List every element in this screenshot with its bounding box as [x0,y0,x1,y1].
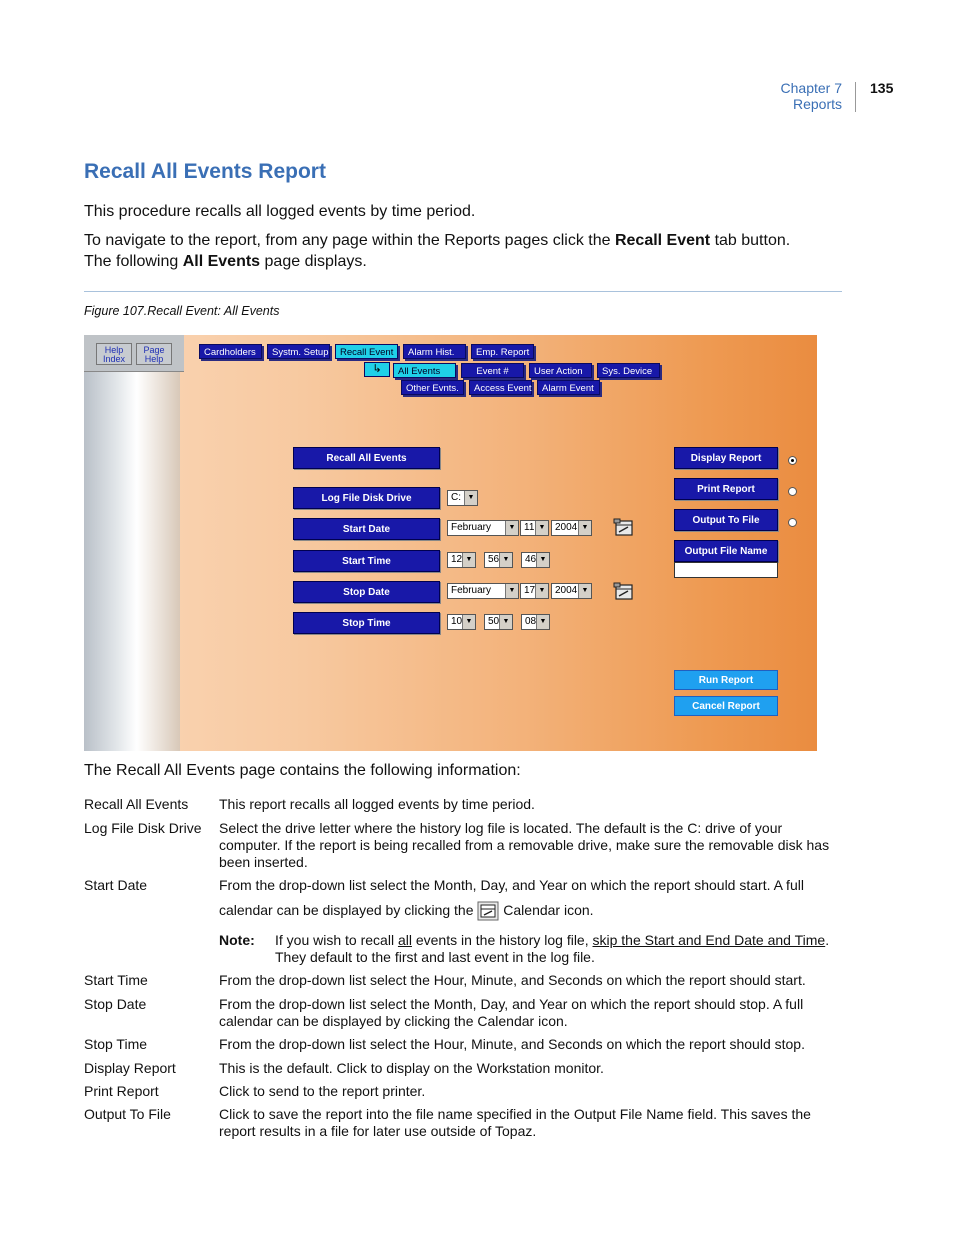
def-text: Select the drive letter where the history log file is located. The default is the C: drive of your computer. If the report is being recalled from a removable drive, make sure the removable disk has been inserted. [219,820,830,870]
stop-second-select[interactable]: 08 ▼ [521,614,550,630]
stop-calendar-icon[interactable] [613,582,635,602]
stop-year-select[interactable]: 2004 ▼ [551,583,592,599]
output-file-name-label: Output File Name [674,540,778,562]
start-date-label: Start Date [293,518,440,540]
def-text-calendar-line: calendar can be displayed by clicking the Calendar icon. [219,898,844,922]
start-calendar-icon[interactable] [613,518,635,538]
chevron-down-icon: ▼ [462,553,475,567]
recall-event-screenshot [84,335,817,751]
def-term: Start Time [84,972,148,988]
chevron-down-icon: ▼ [535,521,548,535]
log-file-disk-drive-label: Log File Disk Drive [293,487,440,509]
chevron-down-icon: ▼ [536,615,549,629]
chevron-down-icon: ▼ [499,553,512,567]
def-text: This report recalls all logged events by time period. [219,796,535,812]
tab-user-action[interactable]: User Action [529,363,592,378]
chevron-down-icon: ▼ [464,491,477,505]
tab-alarm-event[interactable]: Alarm Event [537,380,600,395]
tab-access-event[interactable]: Access Event [469,380,532,395]
stop-minute-select[interactable]: 50 ▼ [484,614,513,630]
def-term: Stop Date [84,996,147,1012]
chevron-down-icon: ▼ [535,584,548,598]
def-text: This is the default. Click to display on the Workstation monitor. [219,1060,604,1076]
def-term: Recall All Events [84,796,189,812]
chevron-down-icon: ▼ [505,584,518,598]
note-text: If you wish to recall all events in the history log file, skip the Start and End Date and Time. They default to the first and last event in the log file. [275,932,830,965]
page-number: 135 [870,80,894,96]
start-year-select[interactable]: 2004 ▼ [551,520,592,536]
section-label: Reports [792,96,842,112]
running-header [642,80,842,112]
start-second-select[interactable]: 46 ▼ [521,552,550,568]
print-report-radio[interactable] [788,487,797,496]
def-term: Start Date [84,877,148,893]
navigation-paragraph: To navigate to the report, from any page within the Reports pages click the Recall Event tab button. The following All Events page displays. [84,232,791,270]
tab-all-events[interactable]: All Events [393,363,456,378]
run-report-button[interactable]: Run Report [674,670,778,690]
calendar-icon [477,900,499,922]
cancel-report-button[interactable]: Cancel Report [674,696,778,716]
chapter-label: Chapter 7 [780,80,842,96]
def-term: Print Report [84,1083,159,1099]
drive-select[interactable]: C: ▼ [447,490,478,506]
def-text: Click to send to the report printer. [219,1083,426,1099]
display-report-radio[interactable] [788,456,797,465]
arrow-tab[interactable]: ↳ [364,362,390,377]
intro-paragraph: This procedure recalls all logged events by time period. [84,203,476,220]
start-minute-select[interactable]: 56 ▼ [484,552,513,568]
all-events-term: All Events [182,253,261,270]
tab-sys-device[interactable]: Sys. Device [597,363,660,378]
tab-cardholders[interactable]: Cardholders [199,344,262,359]
stop-time-label: Stop Time [293,612,440,634]
def-term: Stop Time [84,1036,148,1052]
left-panel-gradient [84,335,180,751]
tab-event-number[interactable]: Event # [461,363,524,378]
display-report-button[interactable]: Display Report [674,447,778,469]
def-text: From the drop-down list select the Hour, Minute, and Seconds on which the report should stop. [219,1036,805,1052]
start-day-select[interactable]: 11 ▼ [520,520,549,536]
info-heading: The Recall All Events page contains the following information: [84,762,521,779]
tab-other-evnts[interactable]: Other Evnts. [401,380,464,395]
start-month-select[interactable]: February ▼ [447,520,519,536]
stop-hour-select[interactable]: 10 ▼ [447,614,476,630]
output-to-file-radio[interactable] [788,518,797,527]
recall-all-events-button[interactable]: Recall All Events [293,447,440,469]
chevron-down-icon: ▼ [536,553,549,567]
recall-event-term: Recall Event [614,232,711,249]
figure-caption: Figure 107.Recall Event: All Events [84,304,280,318]
def-text: From the drop-down list select the Month, Day, and Year on which the report should stop. A full calendar can be displayed by clicking the Calendar icon. [219,996,804,1029]
note-label: Note: [219,932,255,948]
section-rule [84,291,842,292]
chevron-down-icon: ▼ [578,584,591,598]
print-report-button[interactable]: Print Report [674,478,778,500]
start-hour-select[interactable]: 12 ▼ [447,552,476,568]
tab-alarm-hist[interactable]: Alarm Hist. [403,344,466,359]
tab-recall-event[interactable]: Recall Event [335,344,398,359]
def-text: From the drop-down list select the Month, Day, and Year on which the report should start. A full [219,877,804,893]
chevron-down-icon: ▼ [462,615,475,629]
tab-emp-report[interactable]: Emp. Report [471,344,534,359]
help-index-button[interactable]: Help Index [96,343,132,365]
header-divider [855,82,856,112]
output-file-name-input[interactable] [674,562,778,578]
chevron-down-icon: ▼ [499,615,512,629]
start-time-label: Start Time [293,550,440,572]
def-term: Output To File [84,1106,171,1122]
def-term: Display Report [84,1060,176,1076]
output-to-file-button[interactable]: Output To File [674,509,778,531]
page-help-button[interactable]: Page Help [136,343,172,365]
stop-month-select[interactable]: February ▼ [447,583,519,599]
def-text: From the drop-down list select the Hour, Minute, and Seconds on which the report should start. [219,972,806,988]
chevron-down-icon: ▼ [505,521,518,535]
def-text: Click to save the report into the file name specified in the Output File Name field. This saves the report results in a file for later use outside of Topaz. [219,1106,811,1139]
chevron-down-icon: ▼ [578,521,591,535]
tab-systm-setup[interactable]: Systm. Setup [267,344,330,359]
stop-day-select[interactable]: 17 ▼ [520,583,549,599]
stop-date-label: Stop Date [293,581,440,603]
def-term: Log File Disk Drive [84,820,202,836]
page-title: Recall All Events Report [84,160,326,183]
